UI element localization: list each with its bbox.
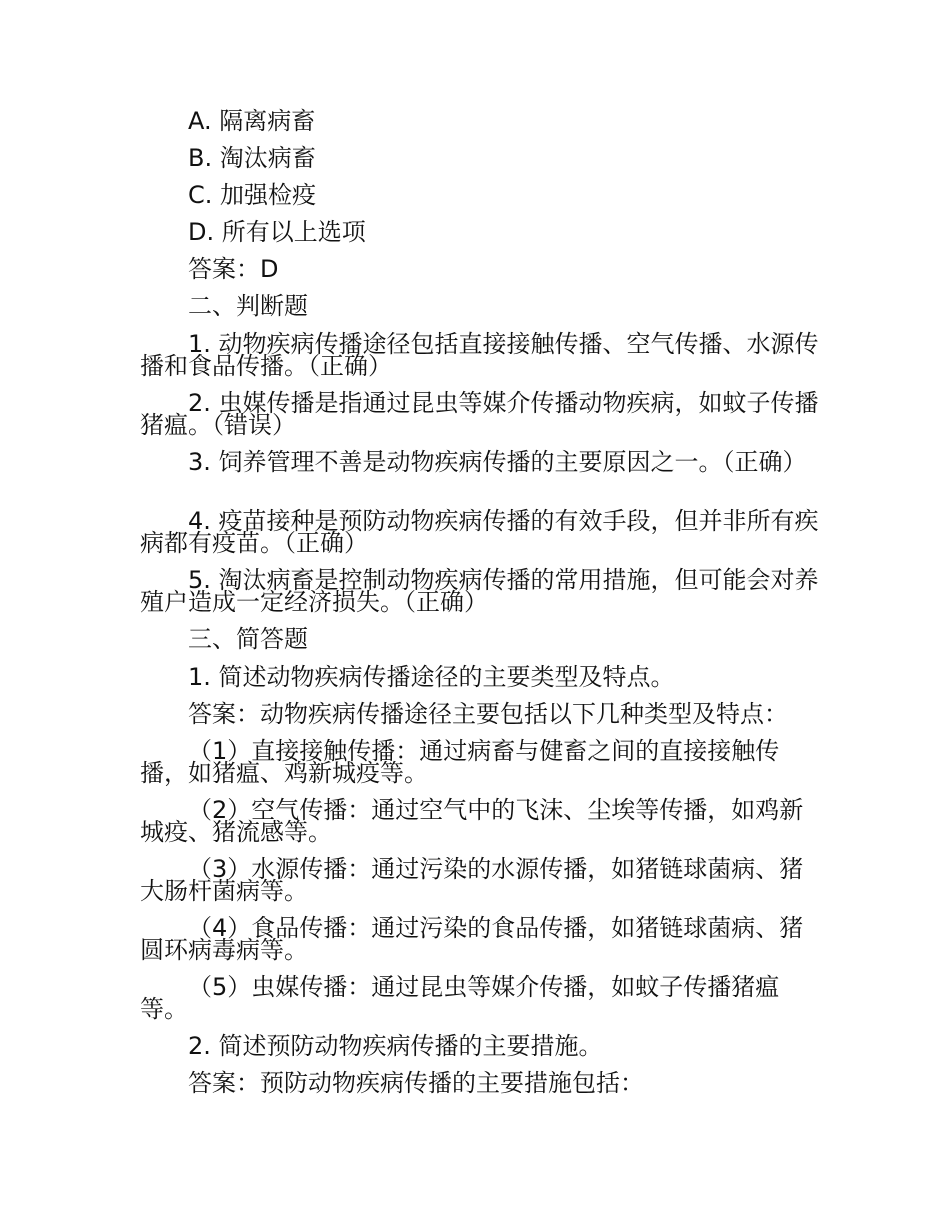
option-b: B. 淘汰病畜 (188, 144, 316, 172)
judgment-item: 5. 淘汰病畜是控制动物疾病传播的常用措施，但可能会对养殖户造成一定经济损失。（正确） (140, 566, 819, 616)
answer-point: （2）空气传播：通过空气中的飞沫、尘埃等传播，如鸡新城疫、猪流感等。 (140, 796, 804, 846)
judgment-item: 4. 疫苗接种是预防动物疾病传播的有效手段，但并非所有疾病都有疫苗。（正确） (140, 507, 819, 557)
judgment-item: 2. 虫媒传播是指通过昆虫等媒介传播动物疾病，如蚊子传播猪瘟。（错误） (140, 389, 819, 439)
option-d: D. 所有以上选项 (188, 218, 366, 246)
answer-point: （3）水源传播：通过污染的水源传播，如猪链球菌病、猪大肠杆菌病等。 (140, 855, 804, 905)
answer-point: （5）虫媒传播：通过昆虫等媒介传播，如蚊子传播猪瘟等。 (140, 973, 780, 1023)
answer-point: （4）食品传播：通过污染的食品传播，如猪链球菌病、猪圆环病毒病等。 (140, 914, 804, 964)
judgment-item: 3. 饲养管理不善是动物疾病传播的主要原因之一。（正确） (188, 448, 807, 476)
section-short-answer-title: 三、简答题 (188, 625, 308, 653)
section-judgment-title: 二、判断题 (188, 292, 308, 320)
question-2: 2. 简述预防动物疾病传播的主要措施。 (188, 1032, 603, 1060)
answer-point: （1）直接接触传播：通过病畜与健畜之间的直接接触传播，如猪瘟、鸡新城疫等。 (140, 737, 780, 787)
mc-answer: 答案：D (188, 255, 279, 283)
question-1: 1. 简述动物疾病传播途径的主要类型及特点。 (188, 663, 675, 691)
judgment-item: 1. 动物疾病传播途径包括直接接触传播、空气传播、水源传播和食品传播。（正确） (140, 330, 819, 380)
option-a: A. 隔离病畜 (188, 107, 316, 135)
question-1-answer: 答案：动物疾病传播途径主要包括以下几种类型及特点： (188, 700, 788, 728)
question-2-answer: 答案：预防动物疾病传播的主要措施包括： (188, 1069, 644, 1097)
option-c: C. 加强检疫 (188, 181, 317, 209)
